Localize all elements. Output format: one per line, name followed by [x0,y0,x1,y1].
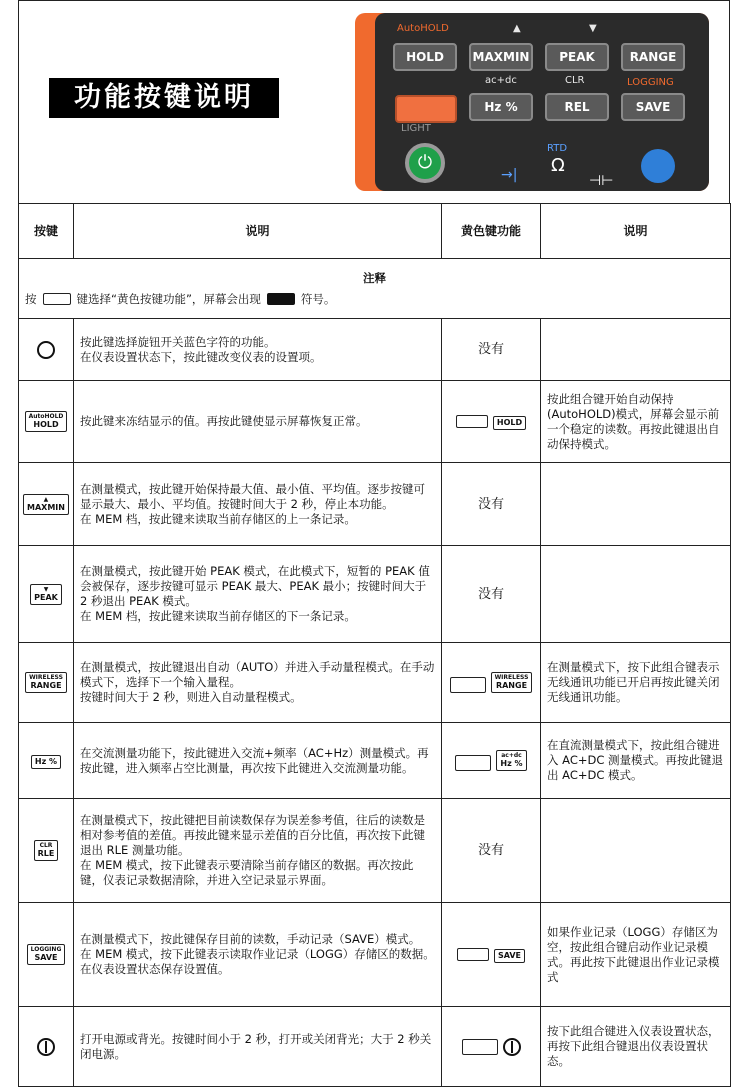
blue-button[interactable] [641,149,675,183]
up-arrow-icon: ▲ [513,23,521,34]
yellow-key-icon [457,948,489,961]
acdc-label: ac+dc [485,75,517,86]
down-arrow-icon: ▼ [589,23,597,34]
save-key-icon: SAVE [494,949,525,963]
note-title: 注释 [363,270,386,285]
table-row: 按此键选择旋钮开关蓝色字符的功能。 在仪表设置状态下，按此键改变仪表的设置项。 没有 [19,319,731,381]
hold-key[interactable]: HOLD [393,43,457,71]
maxmin-key-icon: ▲ MAXMIN [23,494,69,515]
col-desc: 说明 [74,204,442,259]
table-row: LOGGING SAVE 在测量模式下，按此键保存目前的读数，手动记录（SAVE）模式。 在 MEM 模式，按下此键表示读取作业记录（LOGG）存储区的数据。 在仪表设置状态保存设置值。 SAVE 如果作业记录（LOGG）存储区为空，按此组合键启动作业记录模式。再此按下此键退出作业记录模式 [19,903,731,1007]
hz-key-icon: ac+dc Hz % [496,750,526,771]
col-yellow: 黄色键功能 [442,204,541,259]
rel-key[interactable]: REL [545,93,609,121]
col-key: 按键 [19,204,74,259]
logging-label: LOGGING [627,77,674,88]
range-key[interactable]: RANGE [621,43,685,71]
rle-key-icon: CLR RLE [34,840,59,861]
hz-key[interactable]: Hz % [469,93,533,121]
hz-key-icon: Hz % [31,755,61,769]
table-row: Hz % 在交流测量功能下，按此键进入交流+频率（AC+Hz）测量模式。再按此键，进入频率占空比测量，再次按下此键进入交流测量功能。 ac+dc Hz % 在直流测量模式下，按此组合键进入 AC+DC 测量模式。再按此键退出 AC+DC 模式。 [19,723,731,799]
table-row: ▲ MAXMIN 在测量模式，按此键开始保持最大值、最小值、平均值。逐步按键可显示最大、最小、平均值。按键时间大于 2 秒，停止本功能。 在 MEM 档，按此键来读取当前存储区的上一条记录。 没有 [19,463,731,546]
maxmin-key[interactable]: MAXMIN [469,43,533,71]
range-key-icon: WIRELESS RANGE [491,672,533,693]
table-row: ▼ PEAK 在测量模式，按此键开始 PEAK 模式，在此模式下，短暂的 PEAK 值会被保存，逐步按键可显示 PEAK 最大、PEAK 最小；按键时间大于 2 秒退出 PEAK 模式。 在 MEM 档，按此键来读取当前存储区的下一条记录。 没有 [19,546,731,643]
peak-key[interactable]: PEAK [545,43,609,71]
power-button-icon[interactable]: ⏻ [405,143,445,183]
table-row: 打开电源或背光。按键时间小于 2 秒，打开或关闭背光；大于 2 秒关闭电源。 按下此组合键进入仪表设置状态，再按下此组合键退出仪表设置状态。 [19,1007,731,1087]
col-ydesc: 说明 [541,204,731,259]
meter-photo [355,13,709,191]
yellow-key-icon [43,293,71,305]
rtd-label: RTD [547,143,568,154]
table-row: WIRELESS RANGE 在测量模式，按此键退出自动（AUTO）并进入手动量程模式。在手动模式下，选择下一个输入量程。 按键时间大于 2 秒，则进入自动量程模式。 WIRELESS RANGE 在测量模式下，按下此组合键表示无线通讯功能已开启再按此键关闭无线通讯功能。 [19,643,731,723]
range-key-icon: WIRELESS RANGE [25,672,67,693]
table-row: CLR RLE 在测量模式下，按此键把目前读数保存为误差参考值，往后的读数是相对参考值的差值。再按此键来显示差值的百分比值，再次按下此键退出 RLE 测量功能。 在 MEM 模式，按下此键表示要清除当前存储区的数据。再次按此键，仪表记录数据清除，并进入空记录显示界面。 没有 [19,799,731,903]
indicator-symbol-icon [267,293,295,305]
hold-key-icon: AutoHOLD HOLD [25,411,68,432]
diode-icon: →| [501,167,518,183]
keypad-panel [375,13,709,191]
header-area [18,0,730,203]
yellow-key-icon [456,415,488,428]
table-header-row [19,204,731,259]
select-ring-icon [37,341,55,359]
save-key-icon: LOGGING SAVE [27,944,66,965]
yellow-key-icon [462,1039,498,1055]
note-text: 按 键选择“黄色按键功能”，屏幕会出现 符号。 [25,291,336,306]
hold-key-icon: HOLD [493,416,526,430]
power-icon [503,1038,521,1056]
power-icon [37,1038,55,1056]
save-key[interactable]: SAVE [621,93,685,121]
note-row [19,259,731,319]
yellow-key-icon [450,677,486,693]
capacitor-icon: ⊣⊢ [589,173,614,189]
autohold-label: AutoHOLD [397,23,449,34]
table-row: AutoHOLD HOLD 按此键来冻结显示的值。再按此键使显示屏幕恢复正常。 HOLD 按此组合键开始自动保持(AutoHOLD)模式，屏幕会显示前一个稳定的读数。再按此键退出自动保持模式。 [19,381,731,463]
clr-label: CLR [565,75,585,86]
function-table [18,203,731,1087]
yellow-key-icon [455,755,491,771]
yellow-function-key[interactable] [395,95,457,123]
peak-key-icon: ▼ PEAK [30,584,62,605]
ohm-icon: Ω [551,155,565,176]
page-title: 功能按键说明 [49,78,279,118]
light-label: LIGHT [401,123,431,134]
